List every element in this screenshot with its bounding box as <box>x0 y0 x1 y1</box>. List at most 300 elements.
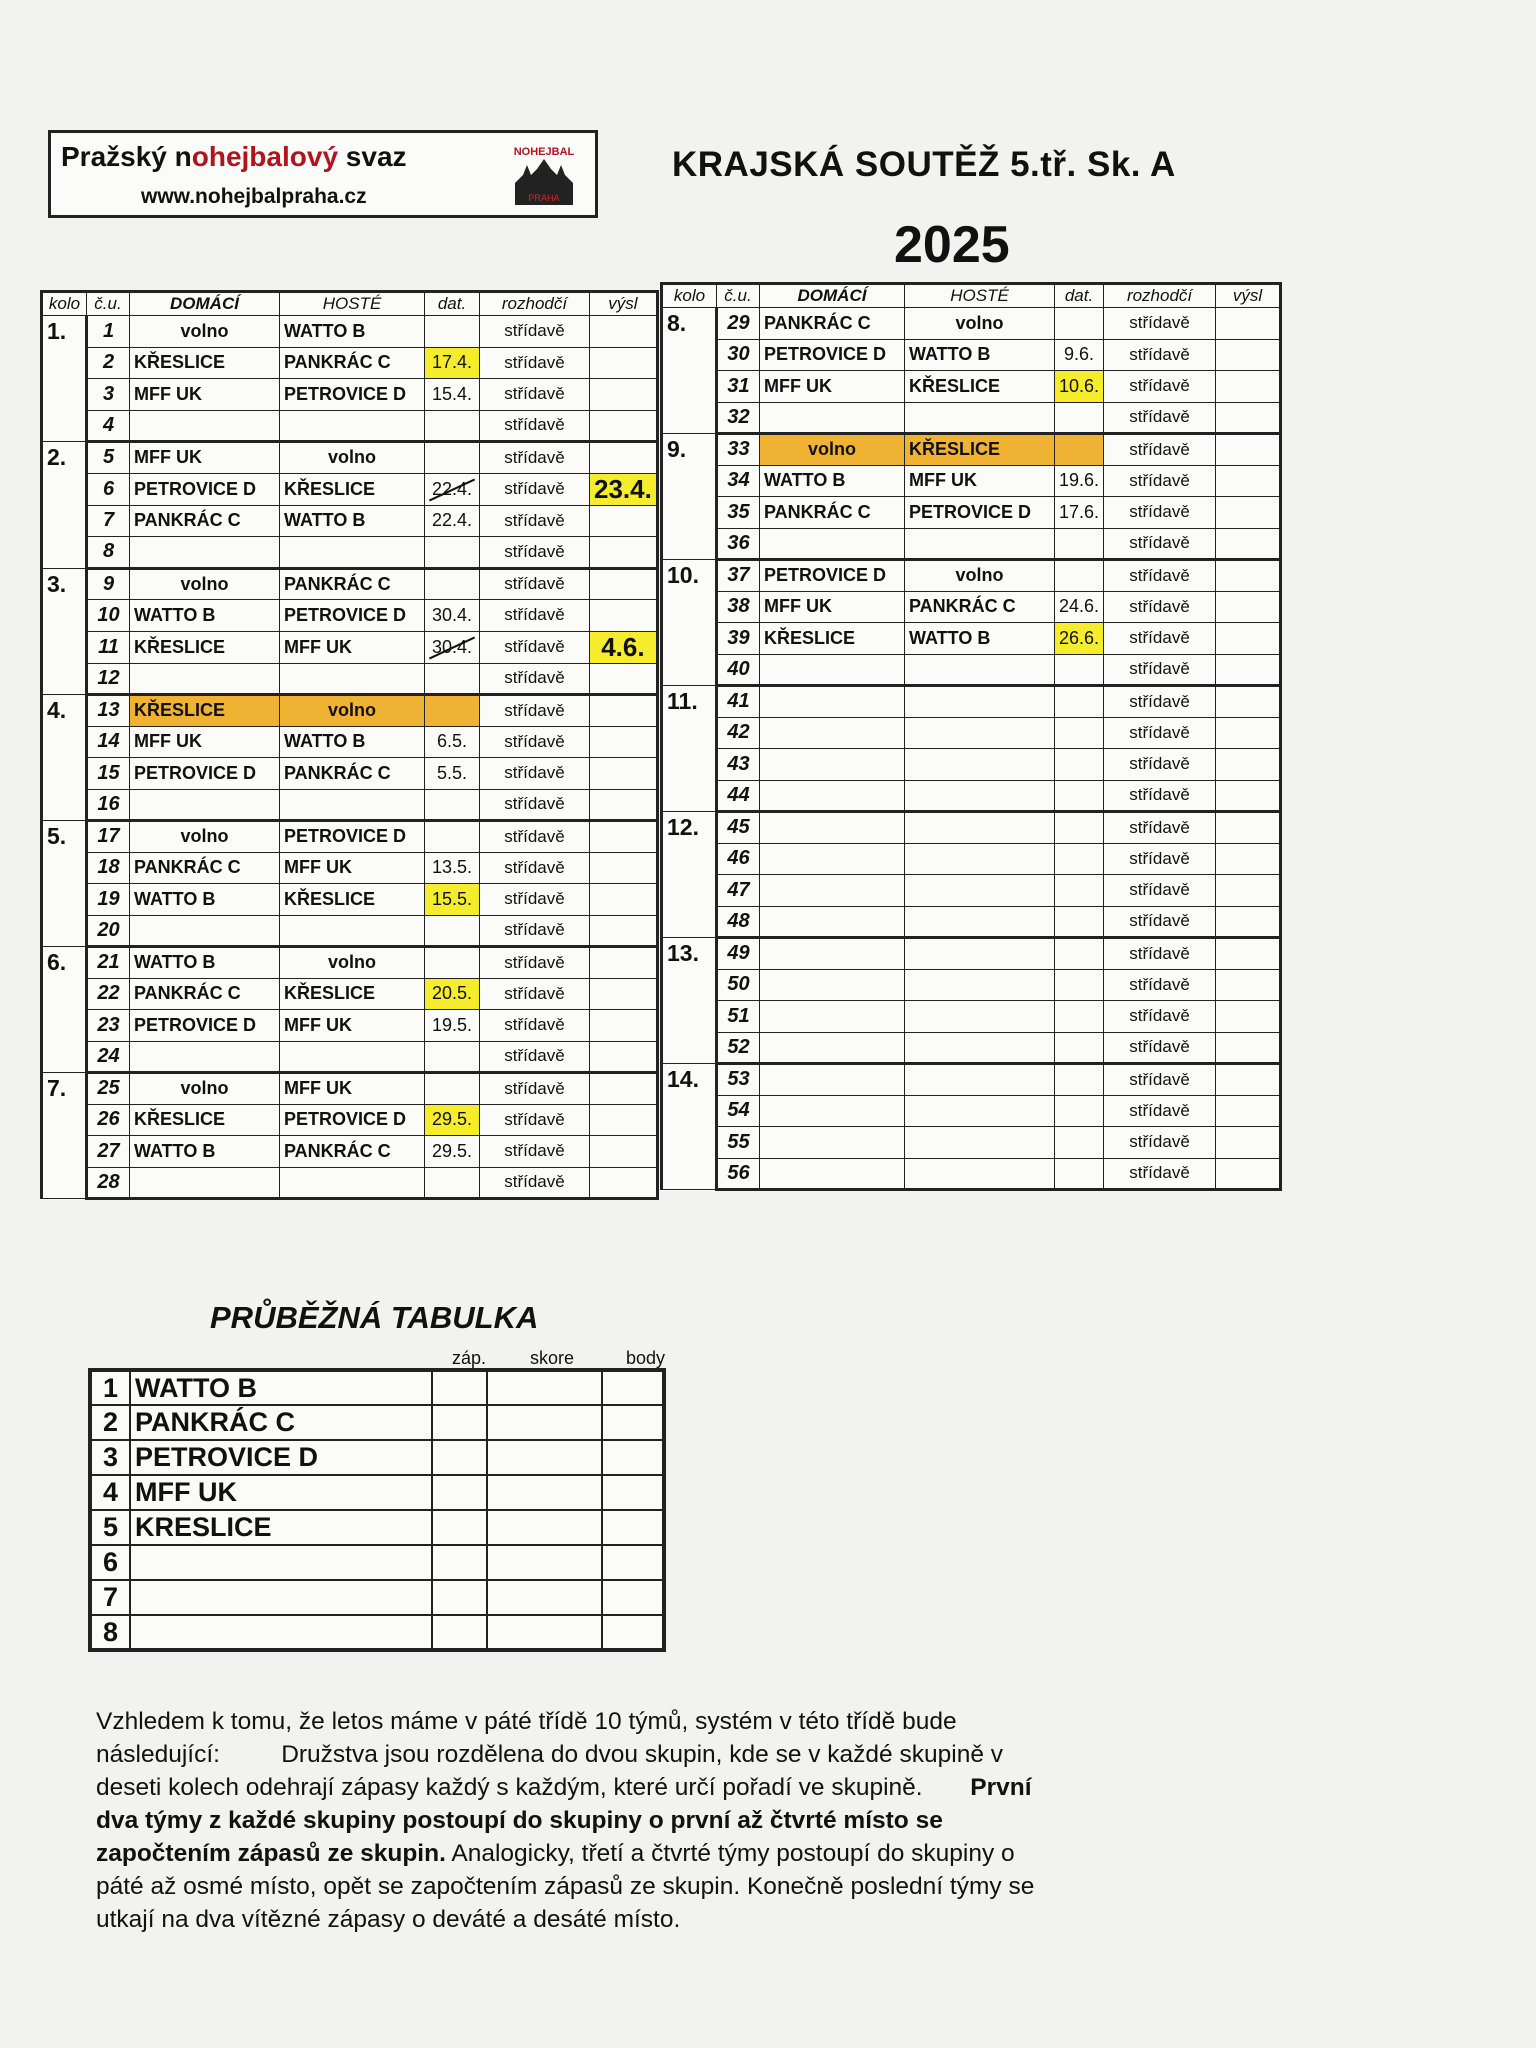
away-team: PANKRÁC C <box>280 758 425 790</box>
round-number: 14. <box>662 1064 717 1190</box>
referee: střídavě <box>480 726 590 758</box>
match-number: 31 <box>717 371 760 403</box>
match-result <box>1216 497 1281 529</box>
away-team: PANKRÁC C <box>280 568 425 600</box>
home-team <box>760 1001 905 1033</box>
standings-position: 1 <box>90 1370 130 1405</box>
match-row <box>42 537 658 569</box>
match-number: 8 <box>87 537 130 569</box>
home-team <box>130 410 280 442</box>
match-number: 7 <box>87 505 130 537</box>
match-result <box>1216 402 1281 434</box>
match-row <box>42 473 658 505</box>
match-result <box>590 1041 658 1073</box>
match-result <box>1216 1064 1281 1096</box>
away-team: KŘESLICE <box>905 371 1055 403</box>
round-number: 6. <box>42 947 87 1073</box>
match-date <box>1055 906 1104 938</box>
round-number: 9. <box>662 434 717 560</box>
match-number: 5 <box>87 442 130 474</box>
referee: střídavě <box>480 1010 590 1042</box>
match-result <box>590 726 658 758</box>
away-team <box>280 915 425 947</box>
home-team: volno <box>760 434 905 466</box>
match-row <box>42 1136 658 1168</box>
away-team: WATTO B <box>280 505 425 537</box>
round-number: 4. <box>42 695 87 821</box>
match-number: 39 <box>717 623 760 655</box>
referee: střídavě <box>480 473 590 505</box>
match-row <box>662 812 1281 844</box>
away-team <box>905 1127 1055 1159</box>
match-date <box>1055 402 1104 434</box>
home-team: PETROVICE D <box>760 339 905 371</box>
match-row <box>42 726 658 758</box>
round-number: 11. <box>662 686 717 812</box>
standings-team <box>130 1615 432 1650</box>
match-result <box>590 600 658 632</box>
match-result <box>1216 654 1281 686</box>
referee: střídavě <box>1104 906 1216 938</box>
home-team <box>760 402 905 434</box>
away-team: MFF UK <box>280 1073 425 1105</box>
match-number: 12 <box>87 663 130 695</box>
match-row <box>662 717 1281 749</box>
match-row <box>42 347 658 379</box>
match-result <box>590 568 658 600</box>
match-row <box>662 497 1281 529</box>
referee: střídavě <box>480 884 590 916</box>
referee: střídavě <box>1104 686 1216 718</box>
round-number: 7. <box>42 1073 87 1199</box>
match-row <box>662 591 1281 623</box>
standings-zap <box>432 1370 487 1405</box>
match-number: 29 <box>717 308 760 340</box>
home-team: PANKRÁC C <box>130 978 280 1010</box>
referee: střídavě <box>480 347 590 379</box>
match-row <box>662 686 1281 718</box>
standings-row <box>90 1580 664 1615</box>
standings-skore <box>487 1370 602 1405</box>
home-team: volno <box>130 1073 280 1105</box>
referee: střídavě <box>1104 843 1216 875</box>
home-team <box>760 780 905 812</box>
match-number: 26 <box>87 1104 130 1136</box>
match-result <box>1216 339 1281 371</box>
match-result <box>590 852 658 884</box>
match-number: 34 <box>717 465 760 497</box>
standings-position: 3 <box>90 1440 130 1475</box>
match-row <box>42 852 658 884</box>
round-number: 3. <box>42 568 87 695</box>
match-date: 19.6. <box>1055 465 1104 497</box>
standings-zap <box>432 1580 487 1615</box>
match-result <box>590 1104 658 1136</box>
match-result <box>590 821 658 853</box>
match-date <box>425 442 480 474</box>
away-team: PETROVICE D <box>280 1104 425 1136</box>
referee: střídavě <box>480 789 590 821</box>
away-team <box>280 1041 425 1073</box>
match-number: 3 <box>87 379 130 411</box>
match-date <box>1055 1001 1104 1033</box>
home-team <box>760 686 905 718</box>
match-result <box>590 1136 658 1168</box>
match-number: 46 <box>717 843 760 875</box>
standings-body <box>602 1545 664 1580</box>
match-number: 35 <box>717 497 760 529</box>
standings-body <box>602 1475 664 1510</box>
svg-text:PRAHA: PRAHA <box>528 193 560 203</box>
match-date <box>1055 1127 1104 1159</box>
home-team: WATTO B <box>130 600 280 632</box>
match-row <box>42 379 658 411</box>
match-date: 26.6. <box>1055 623 1104 655</box>
match-date <box>1055 686 1104 718</box>
match-result <box>1216 465 1281 497</box>
referee: střídavě <box>1104 1127 1216 1159</box>
referee: střídavě <box>480 1136 590 1168</box>
referee: střídavě <box>480 1073 590 1105</box>
match-result <box>590 537 658 569</box>
home-team: PANKRÁC C <box>760 497 905 529</box>
referee: střídavě <box>1104 717 1216 749</box>
away-team: volno <box>905 560 1055 592</box>
organization-website: www.nohejbalpraha.cz <box>141 185 367 208</box>
match-row <box>42 316 658 348</box>
standings-zap <box>432 1545 487 1580</box>
match-date: 29.5. <box>425 1136 480 1168</box>
standings-zap <box>432 1405 487 1440</box>
match-number: 4 <box>87 410 130 442</box>
match-number: 43 <box>717 749 760 781</box>
match-row <box>42 1104 658 1136</box>
match-number: 50 <box>717 969 760 1001</box>
round-number: 12. <box>662 812 717 938</box>
away-team: WATTO B <box>280 316 425 348</box>
match-date: 13.5. <box>425 852 480 884</box>
home-team <box>130 915 280 947</box>
match-number: 42 <box>717 717 760 749</box>
match-number: 25 <box>87 1073 130 1105</box>
home-team <box>760 969 905 1001</box>
match-result <box>1216 686 1281 718</box>
round-number: 5. <box>42 821 87 947</box>
home-team: PETROVICE D <box>130 1010 280 1042</box>
match-row <box>662 434 1281 466</box>
standings-team <box>130 1580 432 1615</box>
match-row <box>662 371 1281 403</box>
match-number: 47 <box>717 875 760 907</box>
match-row <box>662 654 1281 686</box>
match-result <box>1216 1032 1281 1064</box>
referee: střídavě <box>1104 591 1216 623</box>
match-row <box>42 505 658 537</box>
standings-body <box>602 1440 664 1475</box>
match-result <box>1216 1127 1281 1159</box>
standings-team <box>130 1545 432 1580</box>
match-row <box>42 410 658 442</box>
match-date <box>425 695 480 727</box>
match-number: 11 <box>87 631 130 663</box>
match-number: 30 <box>717 339 760 371</box>
match-number: 40 <box>717 654 760 686</box>
standings-team: WATTO B <box>130 1370 432 1405</box>
referee: střídavě <box>1104 812 1216 844</box>
referee: střídavě <box>1104 1158 1216 1190</box>
standings-title: PRŮBĚŽNÁ TABULKA <box>210 1300 539 1335</box>
home-team <box>130 1041 280 1073</box>
referee: střídavě <box>1104 465 1216 497</box>
match-row <box>42 947 658 979</box>
standings-skore <box>487 1510 602 1545</box>
match-number: 15 <box>87 758 130 790</box>
match-row <box>662 465 1281 497</box>
referee: střídavě <box>480 695 590 727</box>
home-team <box>760 1095 905 1127</box>
standings-skore <box>487 1545 602 1580</box>
standings-zap <box>432 1440 487 1475</box>
match-result <box>590 1073 658 1105</box>
away-team: MFF UK <box>280 1010 425 1042</box>
competition-system-note <box>96 1705 1056 1936</box>
match-date <box>425 663 480 695</box>
match-date <box>425 947 480 979</box>
home-team <box>760 843 905 875</box>
home-team <box>760 938 905 970</box>
season-year: 2025 <box>894 216 1010 274</box>
match-row <box>662 780 1281 812</box>
standings-position: 4 <box>90 1475 130 1510</box>
away-team: volno <box>280 695 425 727</box>
home-team <box>760 812 905 844</box>
match-number: 18 <box>87 852 130 884</box>
standings-team: MFF UK <box>130 1475 432 1510</box>
away-team <box>905 402 1055 434</box>
home-team: PETROVICE D <box>130 473 280 505</box>
match-result <box>590 347 658 379</box>
match-result <box>590 1167 658 1199</box>
referee: střídavě <box>480 852 590 884</box>
match-date: 22.4. <box>425 505 480 537</box>
standings-skore <box>487 1475 602 1510</box>
match-row <box>662 308 1281 340</box>
match-number: 13 <box>87 695 130 727</box>
home-team <box>760 717 905 749</box>
referee: střídavě <box>1104 938 1216 970</box>
match-date <box>425 1041 480 1073</box>
standings-position: 2 <box>90 1405 130 1440</box>
match-result <box>1216 717 1281 749</box>
referee: střídavě <box>1104 308 1216 340</box>
referee: střídavě <box>1104 1032 1216 1064</box>
referee: střídavě <box>480 568 590 600</box>
standings-row <box>90 1370 664 1405</box>
referee: střídavě <box>1104 1064 1216 1096</box>
match-row <box>42 663 658 695</box>
match-date <box>425 537 480 569</box>
match-number: 37 <box>717 560 760 592</box>
away-team <box>280 537 425 569</box>
match-row <box>42 1041 658 1073</box>
match-row <box>662 623 1281 655</box>
away-team <box>905 843 1055 875</box>
match-result <box>590 316 658 348</box>
home-team: PANKRÁC C <box>760 308 905 340</box>
match-row <box>662 1158 1281 1190</box>
match-row <box>42 758 658 790</box>
standings-row <box>90 1475 664 1510</box>
competition-title: KRAJSKÁ SOUTĚŽ 5.tř. Sk. A <box>672 145 1176 184</box>
match-date <box>1055 560 1104 592</box>
match-number: 16 <box>87 789 130 821</box>
match-number: 48 <box>717 906 760 938</box>
match-number: 38 <box>717 591 760 623</box>
standings-table <box>88 1368 666 1652</box>
referee: střídavě <box>480 1041 590 1073</box>
home-team <box>760 528 905 560</box>
away-team <box>905 528 1055 560</box>
referee: střídavě <box>1104 875 1216 907</box>
match-result <box>1216 434 1281 466</box>
home-team <box>760 1127 905 1159</box>
match-result <box>1216 560 1281 592</box>
standings-body <box>602 1510 664 1545</box>
away-team <box>905 1064 1055 1096</box>
away-team: PANKRÁC C <box>280 1136 425 1168</box>
away-team: PETROVICE D <box>905 497 1055 529</box>
match-result <box>1216 749 1281 781</box>
match-date: 9.6. <box>1055 339 1104 371</box>
match-date <box>425 1167 480 1199</box>
away-team: KŘESLICE <box>280 884 425 916</box>
home-team: MFF UK <box>130 442 280 474</box>
nohejbal-praha-logo-icon <box>503 139 585 213</box>
referee: střídavě <box>480 442 590 474</box>
match-row <box>42 1010 658 1042</box>
away-team <box>280 789 425 821</box>
match-result <box>590 789 658 821</box>
standings-row <box>90 1510 664 1545</box>
home-team: WATTO B <box>130 1136 280 1168</box>
match-result <box>1216 1095 1281 1127</box>
home-team <box>130 663 280 695</box>
standings-body <box>602 1615 664 1650</box>
standings-col-skore: skore <box>530 1348 575 1368</box>
match-number: 51 <box>717 1001 760 1033</box>
match-row <box>42 821 658 853</box>
match-result <box>590 663 658 695</box>
match-date: 30.4. <box>425 600 480 632</box>
home-team: volno <box>130 568 280 600</box>
standings-skore <box>487 1580 602 1615</box>
match-result <box>1216 623 1281 655</box>
round-number: 1. <box>42 316 87 442</box>
match-date: 10.6. <box>1055 371 1104 403</box>
home-team <box>760 1158 905 1190</box>
referee: střídavě <box>1104 1095 1216 1127</box>
home-team: PANKRÁC C <box>130 852 280 884</box>
match-row <box>662 1032 1281 1064</box>
home-team: WATTO B <box>760 465 905 497</box>
standings-row <box>90 1405 664 1440</box>
match-result <box>590 978 658 1010</box>
match-result <box>590 915 658 947</box>
match-row <box>662 843 1281 875</box>
referee: střídavě <box>480 947 590 979</box>
match-row <box>42 884 658 916</box>
away-team <box>905 938 1055 970</box>
standings-body <box>602 1580 664 1615</box>
referee: střídavě <box>1104 654 1216 686</box>
match-row <box>662 1095 1281 1127</box>
standings-row <box>90 1440 664 1475</box>
match-row <box>662 1001 1281 1033</box>
match-result <box>590 758 658 790</box>
match-date <box>425 316 480 348</box>
schedule-header-row: kolo č.u. DOMÁCÍ HOSTÉ dat. rozhodčí výsl <box>662 284 1281 308</box>
standings-position: 7 <box>90 1580 130 1615</box>
match-row <box>42 442 658 474</box>
home-team <box>760 654 905 686</box>
match-number: 21 <box>87 947 130 979</box>
match-number: 28 <box>87 1167 130 1199</box>
standings-col-zap: záp. <box>452 1348 487 1368</box>
home-team: MFF UK <box>760 591 905 623</box>
match-date <box>1055 1095 1104 1127</box>
home-team: KŘESLICE <box>130 695 280 727</box>
away-team <box>905 1158 1055 1190</box>
match-result: 23.4. <box>590 473 658 505</box>
match-date <box>1055 434 1104 466</box>
referee: střídavě <box>1104 623 1216 655</box>
home-team: KŘESLICE <box>130 1104 280 1136</box>
standings-body <box>602 1370 664 1405</box>
away-team: KŘESLICE <box>905 434 1055 466</box>
match-date <box>1055 1158 1104 1190</box>
referee: střídavě <box>480 410 590 442</box>
away-team: MFF UK <box>280 631 425 663</box>
schedule-header-row: kolo č.u. DOMÁCÍ HOSTÉ dat. rozhodčí výsl <box>42 292 658 316</box>
referee: střídavě <box>480 537 590 569</box>
match-number: 49 <box>717 938 760 970</box>
match-result <box>1216 780 1281 812</box>
match-date: 19.5. <box>425 1010 480 1042</box>
match-number: 14 <box>87 726 130 758</box>
away-team <box>905 780 1055 812</box>
match-row <box>662 938 1281 970</box>
home-team: MFF UK <box>760 371 905 403</box>
match-number: 10 <box>87 600 130 632</box>
away-team: WATTO B <box>905 339 1055 371</box>
home-team: PANKRÁC C <box>130 505 280 537</box>
match-number: 41 <box>717 686 760 718</box>
match-result <box>1216 938 1281 970</box>
organization-header-box <box>48 130 598 218</box>
match-number: 33 <box>717 434 760 466</box>
match-result <box>590 442 658 474</box>
match-date: 6.5. <box>425 726 480 758</box>
referee: střídavě <box>480 631 590 663</box>
match-result <box>1216 1158 1281 1190</box>
referee: střídavě <box>480 915 590 947</box>
away-team <box>905 969 1055 1001</box>
away-team: MFF UK <box>905 465 1055 497</box>
match-date <box>425 568 480 600</box>
match-row <box>662 1127 1281 1159</box>
away-team <box>280 663 425 695</box>
match-date: 15.5. <box>425 884 480 916</box>
